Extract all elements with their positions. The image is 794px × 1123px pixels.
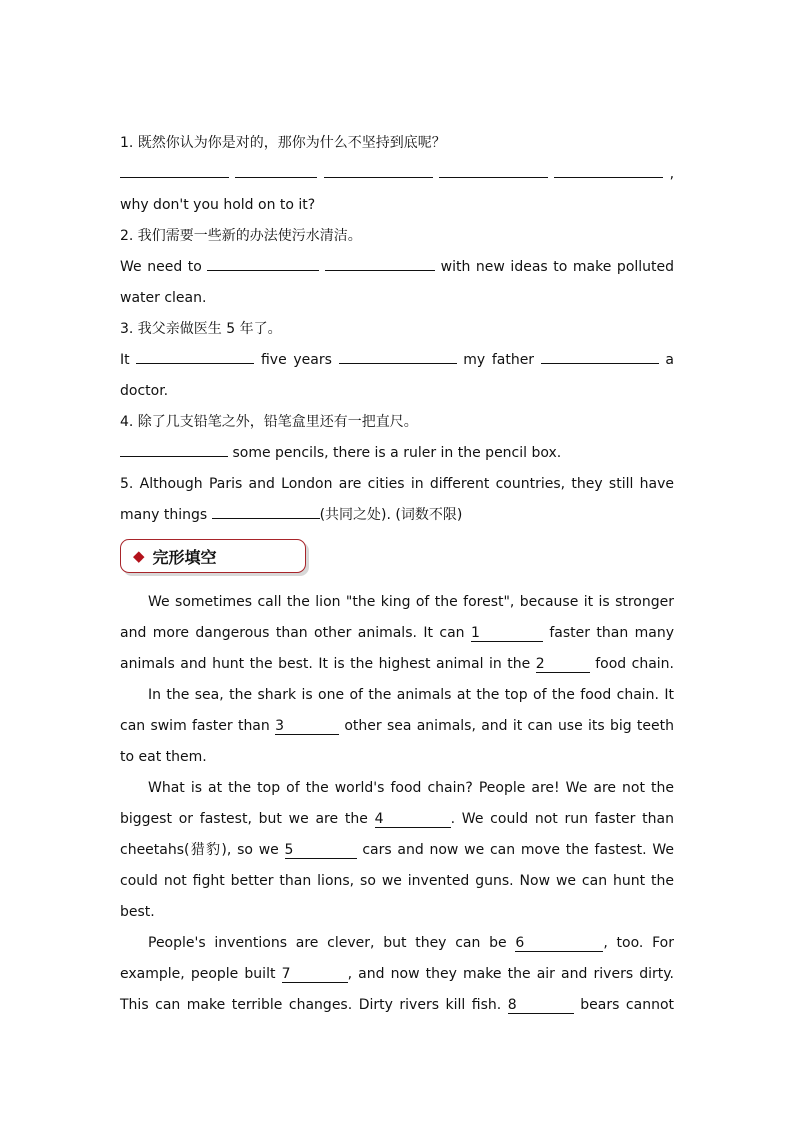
q1-answer-line bbox=[120, 159, 674, 190]
p3-line-5: best. bbox=[120, 904, 155, 920]
q3-word-five-years: five years bbox=[260, 352, 332, 368]
q1-comma: , bbox=[669, 166, 675, 182]
q3-end: doctor. bbox=[120, 383, 169, 399]
q5-line-1: 5. Although Paris and London are cities in different countries, they still have bbox=[120, 476, 674, 492]
cloze-title-box bbox=[120, 539, 306, 573]
p2-line-3: to eat them. bbox=[120, 749, 207, 765]
q4-answer-line bbox=[120, 438, 674, 469]
p1-line-1: We sometimes call the lion "the king of the forest", because it is stronger bbox=[148, 594, 674, 610]
p3-line-4: could not fight better than lions, so we invented guns. Now we can hunt the bbox=[120, 873, 674, 889]
q2-blank-1[interactable] bbox=[207, 269, 319, 271]
q5-blank[interactable] bbox=[212, 517, 320, 519]
q1-blank-4[interactable] bbox=[439, 176, 548, 178]
p3-text: . We could not run faster than bbox=[450, 811, 674, 827]
p3-text: biggest or fastest, but we are the bbox=[120, 811, 368, 827]
p1-text: faster than many bbox=[549, 625, 674, 641]
p1-text: and more dangerous than other animals. It can bbox=[120, 625, 465, 641]
p3-line-1: What is at the top of the world's food chain? People are! We are not the bbox=[148, 780, 674, 796]
p4-text: , too. For bbox=[603, 935, 674, 951]
q3-answer-line bbox=[120, 345, 674, 376]
q3-word-it: It bbox=[120, 352, 130, 368]
q3-word-a: a bbox=[665, 352, 675, 368]
q2-rest: with new ideas to make polluted bbox=[440, 259, 675, 275]
q1-blank-1[interactable] bbox=[120, 176, 229, 178]
cloze-blank-7[interactable]: 7 bbox=[282, 966, 348, 983]
p1-line-3 bbox=[120, 649, 674, 680]
q1-blank-3[interactable] bbox=[324, 176, 433, 178]
p3-text: cheetahs(猎豹), so we bbox=[120, 842, 279, 858]
p1-line-2 bbox=[120, 618, 674, 649]
cloze-section-header bbox=[120, 531, 674, 587]
p2-line-1: In the sea, the shark is one of the animals at the top of the food chain. It bbox=[148, 687, 674, 703]
q4-rest: some pencils, there is a ruler in the pencil box. bbox=[232, 445, 562, 461]
q1-tail: why don't you hold on to it? bbox=[120, 197, 316, 213]
q2-start: We need to bbox=[120, 259, 202, 275]
cloze-blank-8[interactable]: 8 bbox=[508, 997, 574, 1014]
p4-text: People's inventions are clever, but they can be bbox=[148, 935, 507, 951]
cloze-blank-2[interactable]: 2 bbox=[536, 656, 590, 673]
q3-blank-1[interactable] bbox=[136, 362, 254, 364]
diamond-bullet-icon: ◆ bbox=[133, 547, 145, 565]
q1-blank-2[interactable] bbox=[235, 176, 317, 178]
q3-blank-3[interactable] bbox=[541, 362, 659, 364]
cloze-blank-6[interactable]: 6 bbox=[515, 935, 603, 952]
p3-line-3 bbox=[120, 835, 674, 866]
cloze-blank-4[interactable]: 4 bbox=[375, 811, 451, 828]
p4-line-3 bbox=[120, 990, 674, 1021]
p1-text: food chain. bbox=[595, 656, 675, 672]
q3-prompt: 3. 我父亲做医生 5 年了。 bbox=[120, 321, 282, 337]
cloze-blank-3[interactable]: 3 bbox=[275, 718, 339, 735]
p4-line-2 bbox=[120, 959, 674, 990]
q4-prompt: 4. 除了几支铅笔之外，铅笔盒里还有一把直尺。 bbox=[120, 414, 418, 430]
q1-blank-5[interactable] bbox=[554, 176, 663, 178]
p3-text: cars and now we can move the fastest. We bbox=[362, 842, 675, 858]
q2-prompt: 2. 我们需要一些新的办法使污水清洁。 bbox=[120, 228, 362, 244]
q3-blank-2[interactable] bbox=[339, 362, 457, 364]
p1-text: animals and hunt the best. It is the highest animal in the bbox=[120, 656, 531, 672]
q5-start: many things bbox=[120, 507, 208, 523]
p4-text: , and now they make the air and rivers dirty. bbox=[347, 966, 675, 982]
p3-line-2 bbox=[120, 804, 674, 835]
q4-blank[interactable] bbox=[120, 455, 228, 457]
p4-text: This can make terrible changes. Dirty rivers kill fish. bbox=[120, 997, 502, 1013]
q1-prompt: 1. 既然你认为你是对的，那你为什么不坚持到底呢？ bbox=[120, 135, 446, 151]
q5-end: (共同之处). (词数不限) bbox=[319, 507, 463, 523]
q2-answer-line bbox=[120, 252, 674, 283]
q2-blank-2[interactable] bbox=[325, 269, 435, 271]
p4-text: bears cannot bbox=[580, 997, 675, 1013]
p2-text: other sea animals, and it can use its big teeth bbox=[344, 718, 675, 734]
p4-text: example, people built bbox=[120, 966, 276, 982]
cloze-blank-5[interactable]: 5 bbox=[285, 842, 357, 859]
q5-answer-line bbox=[120, 500, 674, 531]
p2-text: can swim faster than bbox=[120, 718, 270, 734]
q3-word-my-father: my father bbox=[463, 352, 535, 368]
cloze-title: 完形填空 bbox=[152, 547, 217, 567]
p2-line-2 bbox=[120, 711, 674, 742]
cloze-blank-1[interactable]: 1 bbox=[471, 625, 543, 642]
worksheet-content bbox=[120, 128, 674, 1021]
q2-end: water clean. bbox=[120, 290, 207, 306]
p4-line-1 bbox=[120, 928, 674, 959]
